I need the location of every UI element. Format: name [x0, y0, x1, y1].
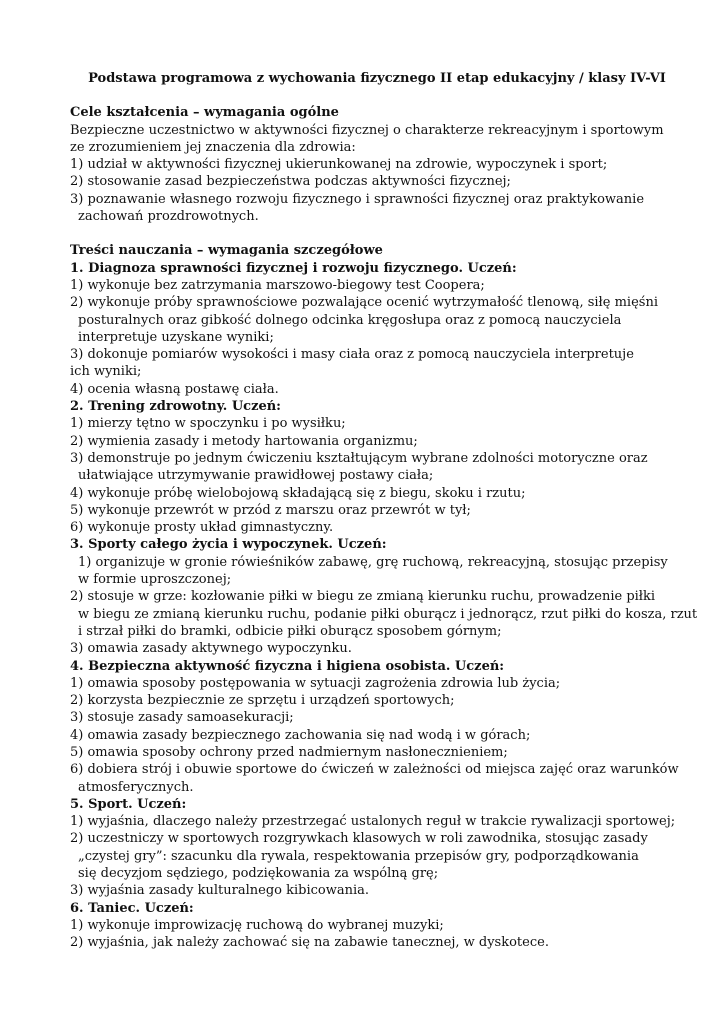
- requirement-line-continuation: w formie uproszczonej;: [78, 572, 232, 588]
- requirement-line: 2) wymienia zasady i metody hartowania organizmu;: [70, 433, 418, 449]
- requirement-line: 2) wyjaśnia, jak należy zachować się na zabawie tanecznej, w dyskotece.: [70, 935, 549, 951]
- requirement-line: 5) omawia sposoby ochrony przed nadmiernym nasłonecznieniem;: [70, 744, 508, 760]
- requirement-line: 3) wyjaśnia zasady kulturalnego kibicowania.: [70, 883, 370, 899]
- requirement-line: 3) omawia zasady aktywnego wypoczynku.: [70, 641, 352, 657]
- requirement-line-continuation: posturalnych oraz gibkość dolnego odcinka kręgosłupa oraz z pomocą nauczyciela: [78, 312, 622, 328]
- detailed-requirements-heading: Treści nauczania – wymagania szczegółowe: [70, 243, 383, 259]
- section-title: 2. Trening zdrowotny. Uczeń:: [70, 399, 281, 415]
- requirement-line: 6) wykonuje prosty układ gimnastyczny.: [70, 520, 334, 536]
- general-goal-item: 3) poznawanie własnego rozwoju fizycznego i sprawności fizycznej oraz praktykowanie: [70, 191, 645, 207]
- general-goal-item: 2) stosowanie zasad bezpieczeństwa podczas aktywności fizycznej;: [70, 174, 511, 190]
- requirement-line-continuation: i strzał piłki do bramki, odbicie piłki oburącz sposobem górnym;: [78, 623, 502, 639]
- requirement-line: 3) dokonuje pomiarów wysokości i masy ciała oraz z pomocą nauczyciela interpretuje: [70, 347, 634, 363]
- requirement-line: 1) wykonuje bez zatrzymania marszowo-biegowy test Coopera;: [70, 277, 485, 293]
- section-health-training: [70, 398, 666, 536]
- section-title: 6. Taniec. Uczeń:: [70, 900, 194, 916]
- section-sport: [70, 796, 676, 900]
- document-title: Podstawa programowa z wychowania fizycznego II etap edukacyjny / klasy IV-VI: [88, 71, 666, 86]
- general-goals-heading: Cele kształcenia – wymagania ogólne: [70, 105, 339, 121]
- requirement-line: 6) dobiera strój i obuwie sportowe do ćwiczeń w zależności od miejsca zajęć oraz warunków: [70, 762, 679, 778]
- section-title: 5. Sport. Uczeń:: [70, 796, 187, 812]
- general-intro-line: Bezpieczne uczestnictwo w aktywności fizycznej o charakterze rekreacyjnym i sportowym: [70, 122, 664, 138]
- requirement-line-continuation: ich wyniki;: [70, 364, 142, 380]
- requirement-line-continuation: atmosferycznych.: [78, 779, 194, 795]
- section-title: 4. Bezpieczna aktywność fizyczna i higiena osobista. Uczeń:: [70, 658, 505, 674]
- section-spacer: [70, 225, 666, 242]
- section-dance: [70, 900, 666, 952]
- requirement-line: 1) wykonuje improwizację ruchową do wybranej muzyki;: [70, 917, 444, 933]
- requirement-line-continuation: się decyzjom sędziego, podziękowania za wspólną grę;: [78, 866, 439, 882]
- general-goals-section: [70, 104, 666, 225]
- section-lifelong-sports: [70, 536, 698, 657]
- requirement-line: 1) organizuje w gronie rówieśników zabawę, grę ruchową, rekreacyjną, stosując przepisy: [78, 554, 668, 570]
- requirement-line: 1) mierzy tętno w spoczynku i po wysiłku;: [70, 416, 346, 432]
- requirement-line: 1) wyjaśnia, dlaczego należy przestrzegać ustalonych reguł w trakcie rywalizacji sportowej;: [70, 814, 676, 830]
- requirement-line: 2) wykonuje próby sprawnościowe pozwalające ocenić wytrzymałość tlenową, siłę mięśni: [70, 295, 658, 311]
- section-title: 3. Sporty całego życia i wypoczynek. Uczeń:: [70, 537, 387, 553]
- requirement-line-continuation: interpretuje uzyskane wyniki;: [78, 329, 274, 345]
- section-title: 1. Diagnoza sprawności fizycznej i rozwoju fizycznego. Uczeń:: [70, 260, 517, 276]
- requirement-line: 5) wykonuje przewrót w przód z marszu oraz przewrót w tył;: [70, 502, 471, 518]
- requirement-line-continuation: ułatwiające utrzymywanie prawidłowej postawy ciała;: [78, 468, 434, 484]
- requirement-line-continuation: w biegu ze zmianą kierunku ruchu, podanie piłki oburącz i jednorącz, rzut piłki do kosza, rzut: [78, 606, 698, 622]
- requirement-line: 4) omawia zasady bezpiecznego zachowania się nad wodą i w górach;: [70, 727, 531, 743]
- requirement-line: 2) korzysta bezpiecznie ze sprzętu i urządzeń sportowych;: [70, 693, 455, 709]
- requirement-line: 1) omawia sposoby postępowania w sytuacji zagrożenia zdrowia lub życia;: [70, 675, 561, 691]
- requirement-line: 2) uczestniczy w sportowych rozgrywkach klasowych w roli zawodnika, stosując zasady: [70, 831, 648, 847]
- requirement-line: 4) wykonuje próbę wielobojową składającą się z biegu, skoku i rzutu;: [70, 485, 526, 501]
- general-intro-line: ze zrozumieniem jej znaczenia dla zdrowia:: [70, 139, 356, 155]
- detailed-requirements-section: [70, 242, 698, 951]
- general-goal-item: 1) udział w aktywności fizycznej ukierunkowanej na zdrowie, wypoczynek i sport;: [70, 157, 608, 173]
- section-diagnosis: [70, 260, 666, 398]
- requirement-line: 3) stosuje zasady samoasekuracji;: [70, 710, 294, 726]
- requirement-line: 4) ocenia własną postawę ciała.: [70, 381, 279, 397]
- requirement-line: 3) demonstruje po jednym ćwiczeniu kształtującym wybrane zdolności motoryczne oraz: [70, 450, 648, 466]
- requirement-line-continuation: „czystej gry”: szacunku dla rywala, respektowania przepisów gry, podporządkowania: [78, 848, 639, 864]
- section-safety-hygiene: [70, 658, 679, 796]
- requirement-line: 2) stosuje w grze: kozłowanie piłki w biegu ze zmianą kierunku ruchu, prowadzenie piłki: [70, 589, 656, 605]
- general-goal-item-continuation: zachowań prozdrowotnych.: [78, 209, 259, 225]
